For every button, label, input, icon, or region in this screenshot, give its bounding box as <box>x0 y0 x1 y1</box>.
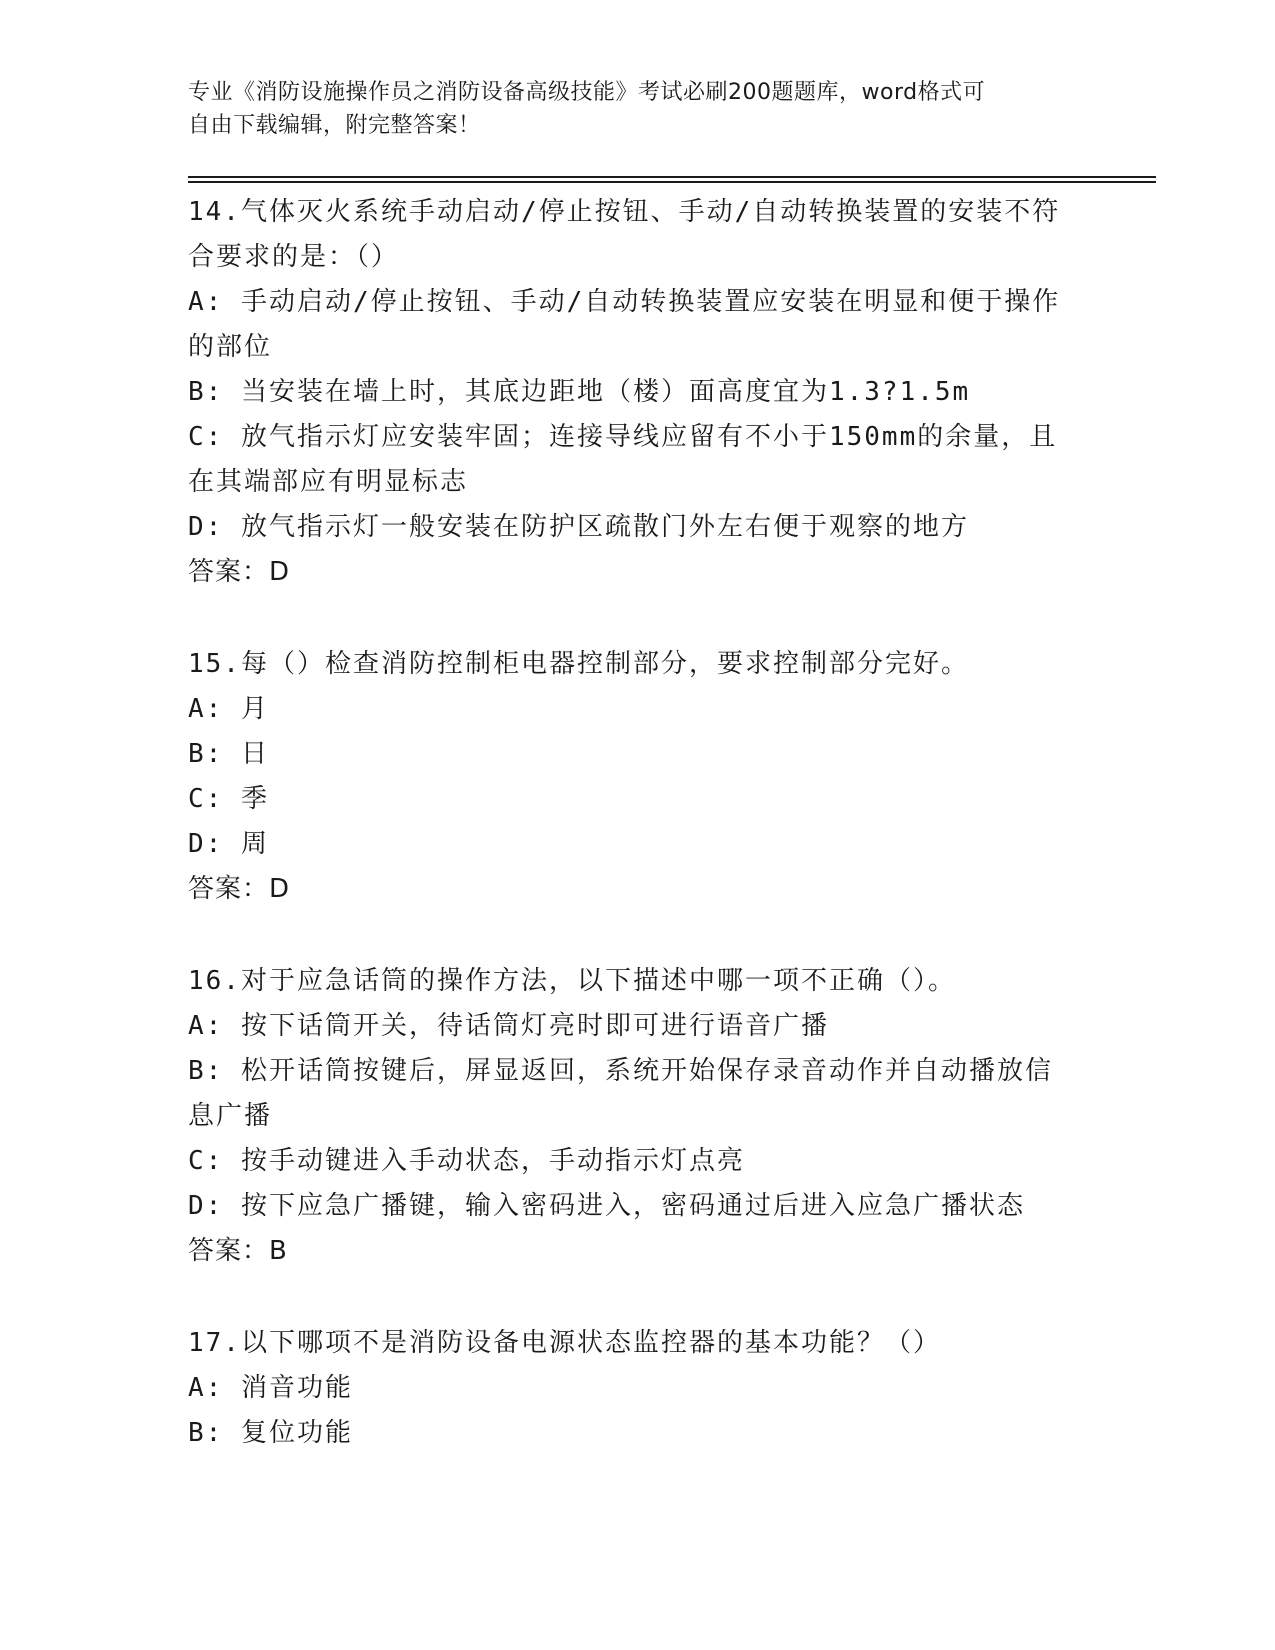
option-a: A: 按下话筒开关，待话筒灯亮时即可进行语音广播 <box>188 1011 829 1041</box>
header-line-2: 自由下载编辑，附完整答案！ <box>188 113 481 138</box>
option-c: C: 季 <box>188 784 269 814</box>
header-divider-bottom <box>188 181 1156 183</box>
question-17 <box>188 1321 1088 1456</box>
question-16 <box>188 959 1088 1274</box>
option-c: C: 放气指示灯应安装牢固；连接导线应留有不小于150mm的余量，且 <box>188 422 1058 452</box>
option-b: 息广播 <box>188 1101 273 1131</box>
option-c: 在其端部应有明显标志 <box>188 467 469 497</box>
question-list <box>188 190 1088 1503</box>
option-b: B: 日 <box>188 739 269 769</box>
header-divider-top <box>188 176 1156 178</box>
question-stem: 15.每（）检查消防控制柜电器控制部分，要求控制部分完好。 <box>188 649 969 679</box>
question-stem: 14.气体灭火系统手动启动/停止按钮、手动/自动转换装置的安装不符 <box>188 197 1061 227</box>
question-stem: 16.对于应急话筒的操作方法，以下描述中哪一项不正确（）。 <box>188 966 956 996</box>
option-b: B: 复位功能 <box>188 1418 353 1448</box>
header-line-1: 专业《消防设施操作员之消防设备高级技能》考试必刷200题题库，word格式可 <box>188 80 986 105</box>
document-header <box>188 76 1068 142</box>
answer-line: 答案：D <box>188 874 291 904</box>
option-b: B: 松开话筒按键后，屏显返回，系统开始保存录音动作并自动播放信 <box>188 1056 1053 1086</box>
option-a: A: 手动启动/停止按钮、手动/自动转换装置应安装在明显和便于操作 <box>188 287 1061 317</box>
option-a: A: 消音功能 <box>188 1373 353 1403</box>
option-d: D: 周 <box>188 829 269 859</box>
option-a: 的部位 <box>188 332 273 362</box>
question-14 <box>188 190 1088 595</box>
option-a: A: 月 <box>188 694 269 724</box>
option-b: B: 当安装在墙上时，其底边距地（楼）面高度宜为1.3?1.5m <box>188 377 971 407</box>
answer-line: 答案：D <box>188 557 291 587</box>
option-c: C: 按手动键进入手动状态，手动指示灯点亮 <box>188 1146 745 1176</box>
question-stem: 合要求的是：（） <box>188 242 400 272</box>
option-d: D: 按下应急广播键，输入密码进入，密码通过后进入应急广播状态 <box>188 1191 1025 1221</box>
option-d: D: 放气指示灯一般安装在防护区疏散门外左右便于观察的地方 <box>188 512 969 542</box>
question-stem: 17.以下哪项不是消防设备电源状态监控器的基本功能？（） <box>188 1328 941 1358</box>
question-15 <box>188 642 1088 912</box>
answer-line: 答案：B <box>188 1236 288 1266</box>
